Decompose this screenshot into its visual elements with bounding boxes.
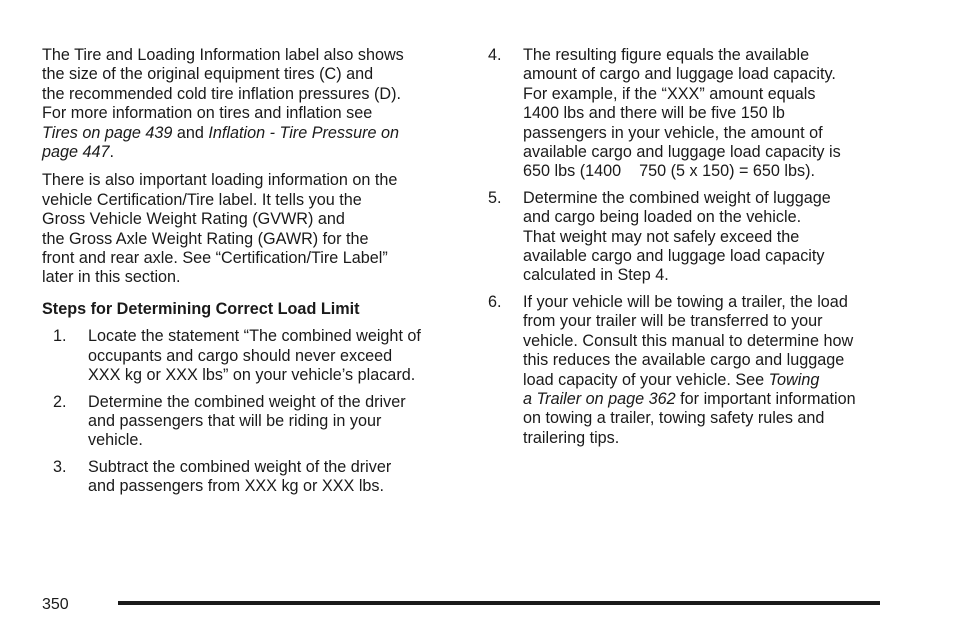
text-line: later in this section. <box>42 268 181 287</box>
text-line: XXX kg or XXX lbs” on your vehicle’s placard. <box>88 366 416 385</box>
text-line: Gross Vehicle Weight Rating (GVWR) and <box>42 210 345 229</box>
text-line: Subtract the combined weight of the driver <box>88 457 392 476</box>
text-line: the Gross Axle Weight Rating (GAWR) for the <box>42 229 369 248</box>
right-column <box>488 46 898 455</box>
step-number: 5. <box>488 188 502 207</box>
step-item <box>53 327 452 385</box>
text-line <box>523 371 898 390</box>
text-line: The Tire and Loading Information label also shows <box>42 46 404 64</box>
step-number: 2. <box>53 392 67 411</box>
step-number: 6. <box>488 292 502 311</box>
step-number: 4. <box>488 46 502 64</box>
step-number: 3. <box>53 457 67 476</box>
step-item <box>488 46 898 182</box>
step-item <box>53 458 452 497</box>
after-link-text: for important information <box>675 389 856 408</box>
text-line: For more information on tires and inflation see <box>42 104 373 123</box>
and-text: and <box>172 123 209 142</box>
period: . <box>109 143 115 162</box>
text-line: Locate the statement “The combined weight of <box>88 327 421 346</box>
text-line: from your trailer will be transferred to your <box>523 312 823 331</box>
text-line: 650 lbs (1400 750 (5 x 150) = 650 lbs). <box>523 162 816 181</box>
text-line: amount of cargo and luggage load capacity. <box>523 65 836 84</box>
text-line: passengers in your vehicle, the amount of <box>523 123 823 142</box>
tires-reference: Tires on page 439 <box>42 123 173 142</box>
text-line: front and rear axle. See “Certification/Tire Label” <box>42 249 388 268</box>
text-line: That weight may not safely exceed the <box>523 227 800 246</box>
text-line: and passengers that will be riding in your <box>88 411 382 430</box>
certification-paragraph <box>42 171 452 287</box>
page-number: 350 <box>42 596 69 613</box>
text-line: calculated in Step 4. <box>523 266 669 285</box>
tire-label-paragraph <box>42 46 452 162</box>
step-item <box>53 393 452 451</box>
text-line: the size of the original equipment tires (C) and <box>42 65 374 84</box>
text-line: 1400 lbs and there will be five 150 lb <box>523 104 785 123</box>
text-line: The resulting figure equals the available <box>523 46 810 64</box>
section-heading: Steps for Determining Correct Load Limit <box>42 299 360 318</box>
text-line: trailering tips. <box>523 428 620 447</box>
text-line: If your vehicle will be towing a trailer, the load <box>523 292 848 311</box>
text-line: and cargo being loaded on the vehicle. <box>523 208 802 227</box>
text-line: Determine the combined weight of luggage <box>523 188 831 207</box>
inflation-reference-page: page 447 <box>42 143 110 162</box>
see-text: load capacity of your vehicle. See <box>523 370 765 389</box>
text-line: available cargo and luggage load capacity <box>523 247 825 266</box>
text-line: Determine the combined weight of the driver <box>88 392 406 411</box>
step-number: 1. <box>53 327 67 346</box>
text-line <box>42 143 452 162</box>
towing-reference-page: a Trailer on page 362 <box>523 389 676 408</box>
text-line: vehicle. <box>88 431 143 450</box>
text-line: occupants and cargo should never exceed <box>88 346 393 365</box>
text-line: this reduces the available cargo and luggage <box>523 351 845 370</box>
text-line <box>42 124 452 143</box>
text-line <box>523 390 898 409</box>
left-column <box>42 46 452 504</box>
text-line: and passengers from XXX kg or XXX lbs. <box>88 477 385 496</box>
text-line: vehicle. Consult this manual to determine how <box>523 331 854 350</box>
step-item <box>488 293 898 448</box>
footer-rule <box>118 601 880 605</box>
text-line: on towing a trailer, towing safety rules and <box>523 409 825 428</box>
text-line: There is also important loading information on the <box>42 171 398 190</box>
inflation-reference: Inflation - Tire Pressure on <box>208 123 399 142</box>
step-item <box>488 189 898 286</box>
text-line: available cargo and luggage load capacity is <box>523 143 841 162</box>
text-line: vehicle Certification/Tire label. It tells you the <box>42 190 362 209</box>
towing-reference: Towing <box>768 370 820 389</box>
text-line: For example, if the “XXX” amount equals <box>523 84 816 103</box>
text-line: the recommended cold tire inflation pressures (D). <box>42 84 401 103</box>
